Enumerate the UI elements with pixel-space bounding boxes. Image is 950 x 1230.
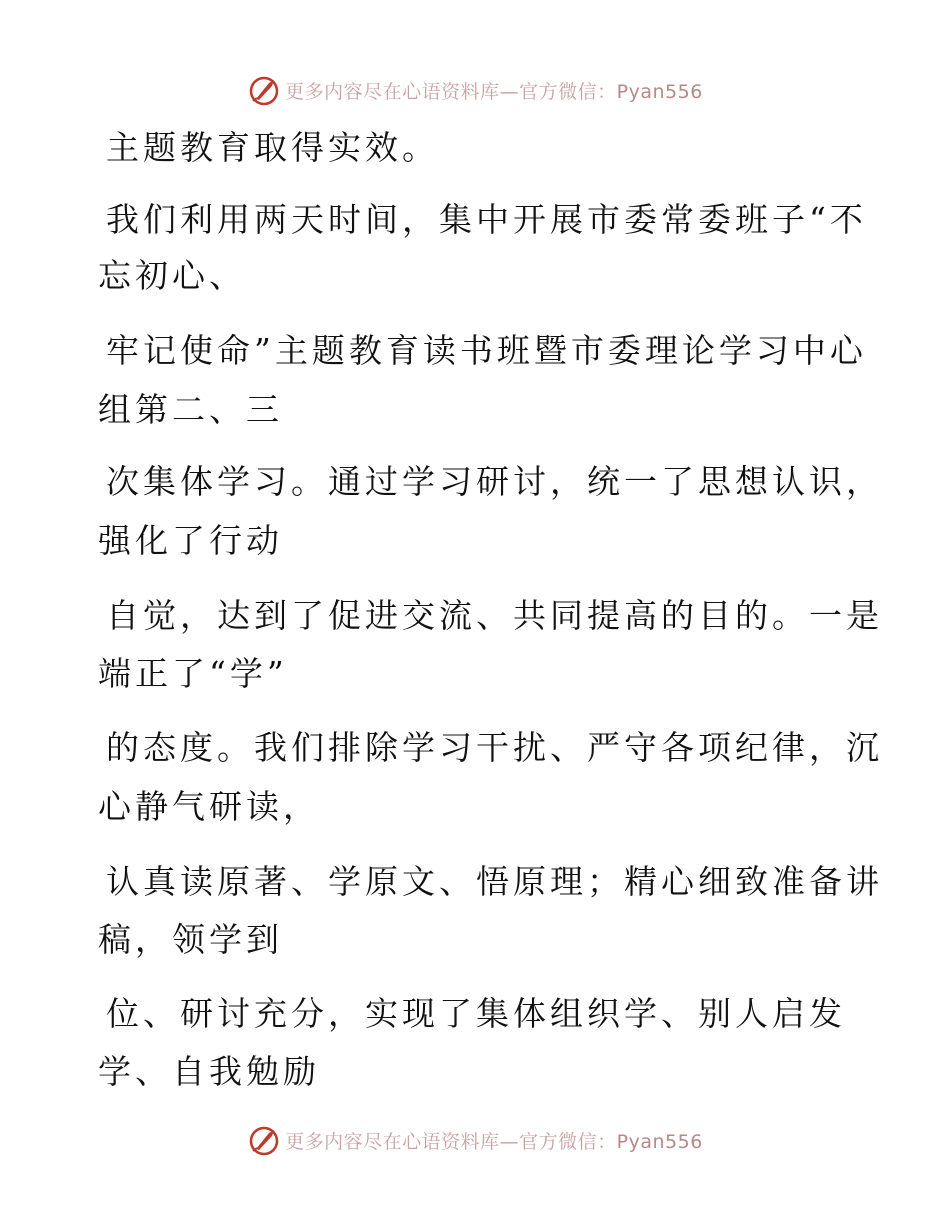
text-line: 稿，领学到 bbox=[98, 920, 283, 959]
watermark-handle: Pyan556 bbox=[616, 80, 703, 103]
watermark-text bbox=[285, 77, 703, 104]
quill-pen-logo-icon bbox=[247, 73, 281, 107]
text-line: 强化了行动 bbox=[98, 521, 283, 560]
text-line: 心静气研读， bbox=[98, 787, 320, 826]
watermark-brand: 更多内容尽在心语资料库—官方微信： bbox=[285, 1130, 617, 1153]
text-line: 主题教育取得实效。 bbox=[106, 128, 439, 167]
quill-pen-logo-icon bbox=[247, 1123, 281, 1157]
text-line: 端正了“学” bbox=[98, 654, 288, 693]
watermark-handle: Pyan556 bbox=[616, 1130, 703, 1153]
footer-watermark bbox=[0, 1120, 950, 1160]
text-line: 学、自我勉励 bbox=[98, 1052, 320, 1091]
text-line: 次集体学习。通过学习研讨，统一了思想认识， bbox=[106, 462, 883, 501]
text-line: 忘初心、 bbox=[98, 256, 246, 295]
header-watermark bbox=[0, 70, 950, 110]
watermark-text bbox=[285, 1127, 703, 1154]
watermark-brand: 更多内容尽在心语资料库—官方微信： bbox=[285, 80, 617, 103]
text-line: 位、研讨充分，实现了集体组织学、别人启发 bbox=[106, 994, 846, 1033]
text-line: 组第二、三 bbox=[98, 390, 283, 429]
text-line: 自觉，达到了促进交流、共同提高的目的。一是 bbox=[106, 596, 883, 635]
text-line: 我们利用两天时间，集中开展市委常委班子“不 bbox=[106, 200, 867, 239]
text-line: 牢记使命”主题教育读书班暨市委理论学习中心 bbox=[106, 331, 867, 370]
text-line: 的态度。我们排除学习干扰、严守各项纪律，沉 bbox=[106, 728, 883, 767]
text-line: 认真读原著、学原文、悟原理；精心细致准备讲 bbox=[106, 862, 883, 901]
